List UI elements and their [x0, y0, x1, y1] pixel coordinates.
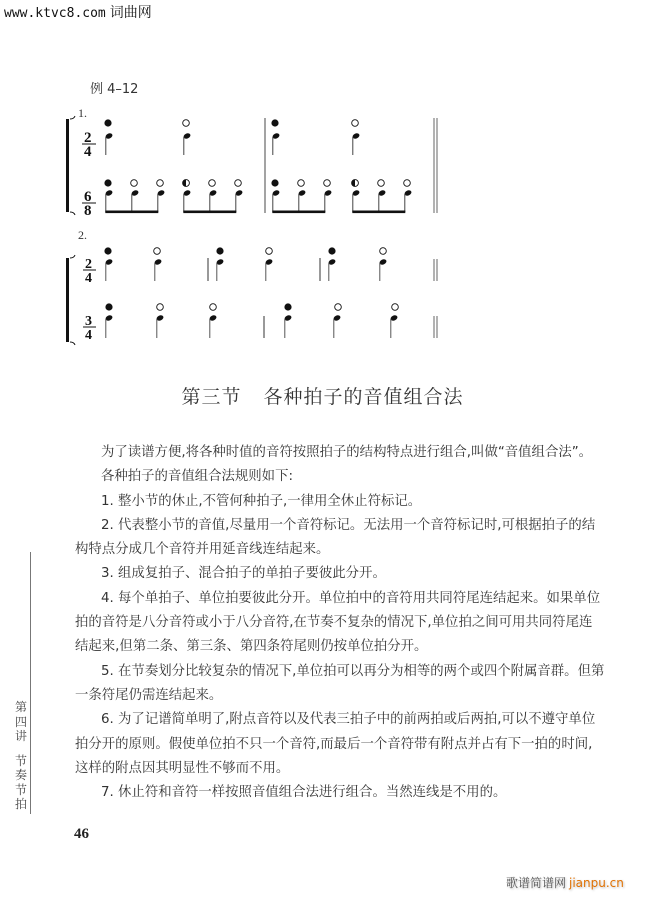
time-sig-bottom: 4: [84, 144, 92, 160]
section-number: 第三节: [181, 386, 242, 408]
quarter-note: [379, 248, 388, 281]
eighth-note-group: [183, 180, 244, 214]
time-sig-top: 3: [85, 314, 92, 329]
rule-1: 1. 整小节的休止,不管何种拍子,一律用全休止符标记。: [101, 493, 422, 509]
rule-5: 5. 在节奏划分比较复杂的情况下,单位拍可以再分为相等的两个或四个附属音群。但第一条符尾仍需连结起来。: [75, 663, 605, 703]
quarter-note: [104, 247, 113, 281]
time-sig-top: 2: [85, 257, 92, 272]
side-char: 奏: [14, 768, 27, 782]
quarter-note: [105, 303, 114, 338]
quarter-note: [216, 247, 225, 281]
quarter-note: [284, 303, 293, 338]
quarter-note: [156, 304, 165, 338]
time-sig-top: 6: [84, 189, 92, 205]
side-chapter-label: [13, 700, 29, 812]
rule-7: 7. 休止符和音符一样按照音值组合法进行组合。当然连线是不用的。: [101, 785, 507, 801]
time-sig-bottom: 4: [85, 328, 92, 343]
eighth-note-group: [352, 180, 413, 214]
eighth-note-group: [271, 179, 332, 213]
rule-6: 6. 为了记谱简单明了,附点音符以及代表三拍子中的前两拍或后两拍,可以不遵守单位拍分开的原则。假使单位拍不只一个音符,而最后一个音符带有附点并占有下一拍的时间,这样的附点因其明显性不够而不用。: [75, 712, 596, 776]
example-1-system: [66, 116, 437, 219]
side-char: 讲: [14, 729, 27, 743]
watermark-url: www.ktvc8.com: [4, 6, 106, 21]
watermark-bottom: [506, 874, 624, 891]
time-sig-bottom: 4: [85, 271, 92, 286]
side-char: 拍: [14, 797, 27, 811]
example-2-system: [66, 247, 437, 345]
paragraph-rules-heading: 各种拍子的音值组合法规则如下:: [101, 469, 293, 485]
rule-3: 3. 组成复拍子、混合拍子的单拍子要彼此分开。: [101, 566, 386, 582]
example-part-2-number: 2.: [78, 228, 87, 242]
rule-2: 2. 代表整小节的音值,尽量用一个音符标记。无法用一个音符标记时,可根据拍子的结构特点分成几个音符并用延音线连结起来。: [75, 517, 596, 558]
rule-4: 4. 每个单拍子、单位拍要彼此分开。单位拍中的音符用共同符尾连结起来。如果单位拍的音符是八分音符或小于八分音符,在节奏不复杂的情况下,单位拍之间可用共同符尾连结起来,但第二条、第三条、第四条符尾则仍按单位拍分开。: [75, 590, 601, 655]
quarter-note: [265, 248, 274, 281]
example-part-1-number: 1.: [78, 106, 87, 120]
quarter-note: [154, 248, 163, 281]
paragraph-intro: 为了读谱方便,将各种时值的音符按照拍子的结构特点进行组合,叫做“音值组合法”。: [101, 445, 593, 460]
section-title: [0, 382, 645, 409]
rhythm-score: [0, 0, 645, 360]
watermark-site-name: 词曲网: [109, 5, 152, 21]
side-char: 第: [14, 700, 27, 714]
side-rule-divider: [30, 552, 31, 814]
quarter-note: [333, 304, 342, 338]
side-char: 节: [14, 782, 27, 797]
quarter-note: [183, 120, 192, 155]
body-text: [75, 441, 605, 805]
quarter-note: [328, 247, 337, 281]
watermark-bottom-url: jianpu.cn: [569, 876, 624, 890]
time-sig-bottom: 8: [84, 203, 92, 219]
section-heading: 各种拍子的音值组合法: [263, 386, 464, 408]
watermark-bottom-site-name: 歌谱简谱网: [506, 876, 567, 890]
time-sig-top: 2: [84, 130, 92, 146]
quarter-note: [209, 304, 218, 338]
quarter-note: [271, 119, 280, 155]
quarter-note: [390, 304, 399, 338]
page-number: 46: [74, 826, 89, 842]
eighth-note-group: [104, 179, 165, 213]
quarter-note: [104, 119, 113, 155]
side-char: 节: [14, 753, 27, 768]
example-label: 例 4–12: [90, 82, 139, 97]
side-char: 四: [14, 714, 27, 729]
quarter-note: [352, 120, 361, 155]
